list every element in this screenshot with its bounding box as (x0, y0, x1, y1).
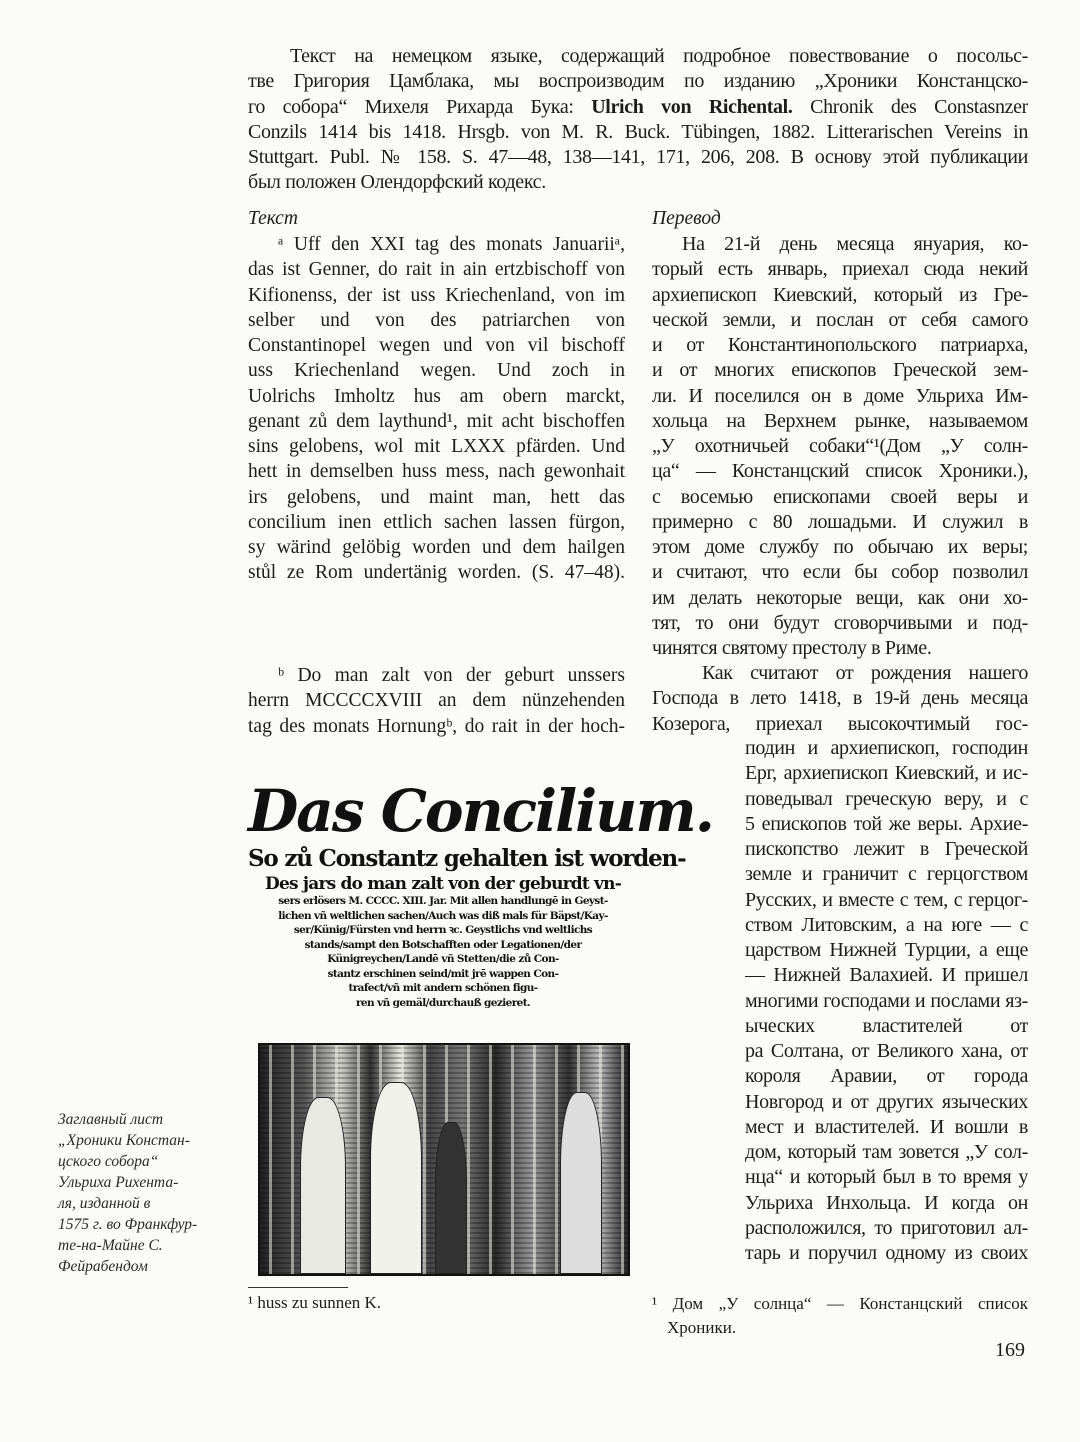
woodcut-small-line: ren vñ gemäl/durchauß gezieret. (355, 996, 531, 1009)
translation-line: ством Литовским, а на юге — с (745, 913, 1028, 936)
german-text-line: sins gelobens, wol mit LXXX pfärden. Und (248, 436, 625, 457)
figure-caption-line: цского собора“ (58, 1153, 159, 1170)
woodcut-subtitle: So zů Constantz gehalten ist worden- (248, 845, 686, 872)
woodcut-title: Das Concilium. (248, 777, 713, 845)
woodcut-illustration (258, 1043, 630, 1276)
translation-line: и от многих епископов Греческой зем- (652, 359, 1028, 382)
translation-line: ра Солтана, от Великого хана, от (745, 1040, 1028, 1062)
german-text-line: Constantinopel wegen und von vil bischoff (248, 335, 625, 356)
woodcut-small-line: lichen vñ weltlichen sachen/Auch was diß mals für Bäpst/Kay- (278, 909, 608, 922)
german-text-line: das ist Genner, do rait in ain ertzbischoff von (248, 259, 625, 281)
woodcut-small-line: stands/sampt den Botschafften oder Legationen/der (304, 938, 582, 951)
german-text-line: concilium inen ettlich sachen lassen fürgon, (248, 511, 625, 533)
translation-line: с восемью епископами своей веры и (652, 485, 1028, 508)
german-text-line: irs gelobens, und maint man, hett das (248, 486, 625, 508)
translation-line: Господа в лето 1418, в 19-й день месяца (652, 687, 1028, 710)
german-text-line: stůl ze Rom undertänig worden. (S. 47–48). (248, 562, 625, 584)
translation-line: ческой земли, и послан от себя самого (652, 308, 1028, 331)
intro-line: Stuttgart. Publ. № 158. S. 47—48, 138—141, 171, 206, 208. В основу этой публикации (248, 146, 1028, 168)
woodcut-small-line: Künigreychen/Landē vñ Stetten/die zů Con- (327, 953, 559, 965)
translation-line: Ульриха Инхольца. И когда он (745, 1191, 1028, 1214)
translation-line: хольца на Верхнем рынке, называемом (652, 409, 1028, 432)
german-text-line: ᵃ Uff den XXI tag des monats Januariiᵃ, (278, 234, 625, 255)
woodcut-small-text (248, 894, 638, 1010)
bold-author: Ulrich von Richental. (591, 95, 793, 118)
german-text-line: Kifionenss, der ist uss Kriechenland, von im (248, 284, 625, 306)
translation-line: расположился, то приготовил ал- (745, 1216, 1028, 1239)
translation-line: — Нижней Валахией. И пришел (745, 964, 1028, 987)
translation-line: Новгород и от других языческих (745, 1090, 1028, 1113)
translation-line: пископство лежит в Греческой (745, 838, 1028, 860)
translation-line: земле и граничит с герцогством (745, 863, 1028, 886)
intro-line: го собора“ Михеля Рихарда Бука: Ulrich von Richental. Chronik des Constasnzer (248, 95, 1028, 118)
translation-line: Козерога, приехал высокочтимый гос- (652, 712, 1028, 735)
intro-line: тве Григория Цамблака, мы воспроизводим по изданию „Хроники Констанцско- (248, 70, 1028, 93)
german-text-line: genant zů dem laythund¹, mit acht bischoffen (248, 410, 625, 432)
figure-caption-line: Ульриха Рихента- (58, 1174, 179, 1191)
right-column-heading: Перевод (652, 208, 721, 229)
right-footnote-line: ¹ Дом „У солнца“ — Констанцский список (652, 1294, 1028, 1313)
translation-line: примерно с 80 лошадьми. И служил в (652, 510, 1028, 533)
intro-line: был положен Олендорфский кодекс. (248, 171, 546, 194)
translation-line: Ерг, архиепископ Киевский, и ис- (745, 762, 1028, 785)
translation-line: короля Аравии, от города (745, 1065, 1028, 1088)
translation-line: мест и властителей. И вошли в (745, 1115, 1028, 1138)
german-text-line: ᵇ Do man zalt von der geburt unssers (278, 665, 625, 686)
translation-line: царством Нижней Турции, а еще (745, 939, 1028, 961)
figure-caption-line: ля, изданной в (58, 1195, 151, 1212)
footnote-divider (248, 1287, 348, 1288)
translation-line: ца“ — Констанцский список Хроники.), (652, 460, 1028, 483)
translation-line: нца“ и который был в то время у (745, 1166, 1028, 1189)
intro-line: Текст на немецком языке, содержащий подробное повествование о посольс- (290, 45, 1028, 67)
woodcut-line: Des jars do man zalt von der geburdt vn- (265, 874, 621, 894)
right-footnote-line: Хроники. (667, 1318, 737, 1337)
translation-line: архиепископ Киевский, который из Гре- (652, 283, 1028, 306)
german-text-line: Uolrichs Imholtz hus am obern marckt, (248, 385, 625, 407)
german-text-line: herrn MCCCCXVIII an dem nünzehenden (248, 690, 625, 712)
figure-caption-line: те-на-Майне С. (58, 1237, 163, 1254)
translation-line: Как считают от рождения нашего (702, 662, 1028, 684)
translation-line: и считают, что если бы собор позволил (652, 561, 1028, 584)
german-text-line: uss Kriechenland wegen. Und zoch in (248, 360, 625, 382)
translation-line: „У охотничьей собаки“¹(Дом „У солн- (652, 435, 1028, 457)
page-number: 169 (995, 1339, 1025, 1361)
woodcut-small-line: trafect/vñ mit andern schönen figu- (348, 982, 538, 994)
woodcut-small-line: stantz erschinen seind/mit jrē wappen Con- (327, 967, 559, 980)
translation-line: многими господами и послами яз- (745, 989, 1028, 1012)
left-column-heading: Текст (248, 208, 298, 229)
figure-caption-line: 1575 г. во Франкфур- (58, 1216, 198, 1233)
translation-line: торый есть январь, приехал сюда некий (652, 258, 1028, 281)
translation-line: им делать некоторые вещи, как они хо- (652, 586, 1028, 609)
translation-line: На 21-й день месяца януария, ко- (682, 233, 1028, 255)
figure-caption-line: Фейрабендом (58, 1258, 148, 1275)
woodcut-title-page-image (248, 738, 713, 1028)
translation-line: ыческих властителей от (745, 1014, 1028, 1037)
intro-line: Conzils 1414 bis 1418. Hrsgb. von M. R. Buck. Tübingen, 1882. Litterarischen Vereins in (248, 120, 1028, 143)
translation-line: Русских, и вместе с тем, с герцог- (745, 888, 1028, 911)
translation-line: дом, который там зовется „У сол- (745, 1141, 1028, 1163)
translation-line: этом доме службу по обычаю их веры; (652, 536, 1028, 558)
german-text-line: sy wärind gelöbig worden und dem hailgen (248, 537, 625, 558)
woodcut-small-line: sers erlösers M. CCCC. XIII. Jar. Mit allen handlungē in Geyst- (278, 895, 608, 907)
german-text-line: tag des monats Hornungᵇ, do rait in der hoch- (248, 715, 625, 737)
left-footnote: ¹ huss zu sunnen K. (248, 1293, 382, 1312)
translation-line: тят, то они будут сговорчивыми и под- (652, 611, 1028, 634)
woodcut-small-line: ser/Künig/Fürsten vnd herrn ꝛc. Geystlichs vnd weltlichs (293, 924, 593, 936)
translation-line: подин и архиепископ, господин (745, 737, 1028, 759)
translation-line: 5 епископов той же веры. Архие- (745, 812, 1028, 835)
german-text-line: selber und von des patriarchen von (248, 309, 625, 331)
figure-caption-line: „Хроники Констан- (58, 1132, 190, 1149)
translation-line: поведывал греческую веру, и с (745, 787, 1028, 810)
translation-line: ли. И поселился он в доме Ульриха Им- (652, 384, 1028, 407)
figure-caption-line: Заглавный лист (58, 1111, 164, 1128)
german-text-line: hett in demselben huss mess, nach gewonhait (248, 461, 625, 483)
translation-line: и от Константинопольского патриарха, (652, 334, 1028, 356)
translation-line: чинятся святому престолу в Риме. (652, 637, 932, 659)
translation-line: тарь и поручил одному из своих (745, 1242, 1028, 1264)
